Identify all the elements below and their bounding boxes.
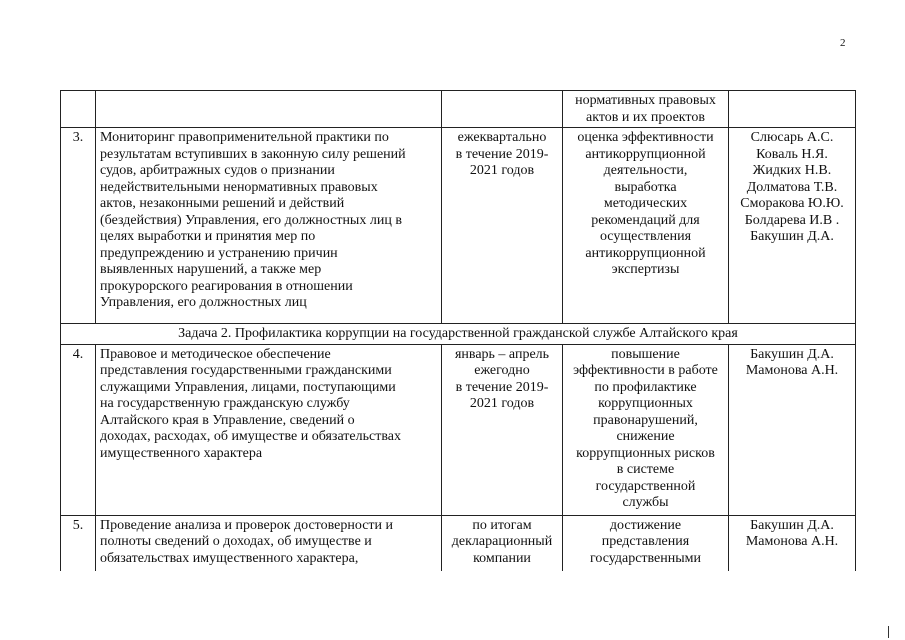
cell-line: методических [603,196,688,211]
cell-line: выявленных нарушений, а также мер [100,262,322,277]
cell-line: полноты сведений о доходах, об имуществе и [100,534,372,549]
table-row-4 [61,344,856,515]
cell-line: 2021 годов [469,163,535,178]
cell-line: актов и их проектов [586,109,705,125]
cell-line: целях выработки и принятия мер по [100,229,316,244]
description-cell [96,128,442,324]
cell-line: ежеквартально [457,130,547,145]
cell-line: январь – апрель [454,346,550,362]
cell-line: службы [622,495,669,510]
cell-line: осуществления [599,229,692,244]
cell-line: экспертизы [611,262,680,277]
term-cell [442,344,563,515]
cell-line: повышение [611,346,680,362]
cell-line: эффективности в работе [573,363,718,378]
cell-line: на государственную гражданскую службу [100,396,350,411]
cell-line: служащими Управления, лицами, поступающими [100,379,396,395]
term-cell [442,128,563,324]
term-cell [442,515,563,571]
table-row-5 [61,515,856,571]
cell-line: коррупционных рисков [576,445,715,461]
cell-line: выработка [614,179,677,195]
description-cell [96,515,442,571]
cell-line: в течение 2019- [455,379,549,395]
cell-line: государственной [595,478,696,494]
description-cell [96,91,442,128]
row-number-cell: 5. [61,515,96,571]
cell-line: обязательствах имущественного характера, [100,550,359,566]
responsible-cell [729,515,856,571]
cell-line: коррупционных [598,396,693,411]
cell-line: Болдарева И.В . [744,212,840,228]
cell-line: Алтайского края в Управление, сведений о [100,412,355,428]
result-cell [563,91,729,128]
cell-line: представления [601,534,690,549]
cell-line: Бакушин Д.А. [750,346,834,362]
cell-line: Управления, его должностных лиц [100,295,307,310]
term-cell [442,91,563,128]
cell-line: компании [473,550,531,566]
cell-line: по профилактике [594,379,697,395]
row-number-cell: 3. [61,128,96,324]
responsible-cell [729,128,856,324]
cell-line: недействительными ненормативных правовых [100,179,378,195]
cell-line: в течение 2019- [455,146,549,162]
cell-line: антикоррупционной [585,146,706,162]
cell-line: Мониторинг правоприменительной практики по [100,130,389,145]
cell-line: Сморакова Ю.Ю. [740,196,844,211]
page-number: 2 [840,37,846,49]
cell-line: доходах, расходах, об имуществе и обязательствах [100,429,401,444]
cell-line: Коваль Н.Я. [756,146,828,162]
cell-line: прокурорского реагирования в отношении [100,278,353,294]
cell-line: государственными [589,550,702,566]
cell-line: Бакушин Д.А. [750,229,834,244]
cell-line: актов, незаконными решений и действий [100,196,345,211]
cell-line: антикоррупционной [585,245,706,261]
task-heading: Задача 2. Профилактика коррупции на государственной гражданской службе Алтайского края [61,324,856,345]
cell-line: 2021 годов [469,396,535,411]
cell-line: судов, арбитражных судов о признании [100,163,335,178]
table-row-3 [61,128,856,324]
cell-line: достижение [609,517,682,533]
cell-line: правонарушений, [593,412,698,428]
cell-line: представления государственными гражданскими [100,363,392,378]
responsible-cell [729,91,856,128]
cell-line: ежегодно [474,363,530,378]
cell-line: декларационный [451,534,553,549]
cell-line: Проведение анализа и проверок достоверности и [100,517,394,533]
cell-line: Бакушин Д.А. [750,517,834,533]
cell-line: Мамонова А.Н. [745,534,839,549]
cell-line: нормативных правовых [575,93,716,108]
cell-line: рекомендаций для [591,212,700,228]
cell-line: деятельности, [603,163,688,178]
cell-line: снижение [616,429,675,444]
cell-line: результатам вступивших в законную силу решений [100,146,406,162]
cell-line: предупреждению и устранению причин [100,245,338,261]
description-cell [96,344,442,515]
cell-line: Жидких Н.В. [752,163,832,178]
result-cell [563,128,729,324]
responsible-cell [729,344,856,515]
cell-line: (бездействия) Управления, его должностных лиц в [100,212,402,228]
cell-line: Правовое и методическое обеспечение [100,346,331,362]
row-number-cell [61,91,96,128]
table-row-continuation [61,91,856,128]
task-heading-row [61,324,856,345]
result-cell [563,515,729,571]
cell-line: Долматова Т.В. [746,179,838,195]
row-number-cell: 4. [61,344,96,515]
scan-mark [888,626,889,638]
result-cell [563,344,729,515]
cell-line: в системе [616,462,675,477]
cell-line: имущественного характера [100,445,263,461]
cell-line: по итогам [472,517,532,533]
cell-line: оценка эффективности [577,130,714,145]
cell-line: Слюсарь А.С. [750,130,834,145]
measures-table [60,90,856,571]
cell-line: Мамонова А.Н. [745,363,839,378]
